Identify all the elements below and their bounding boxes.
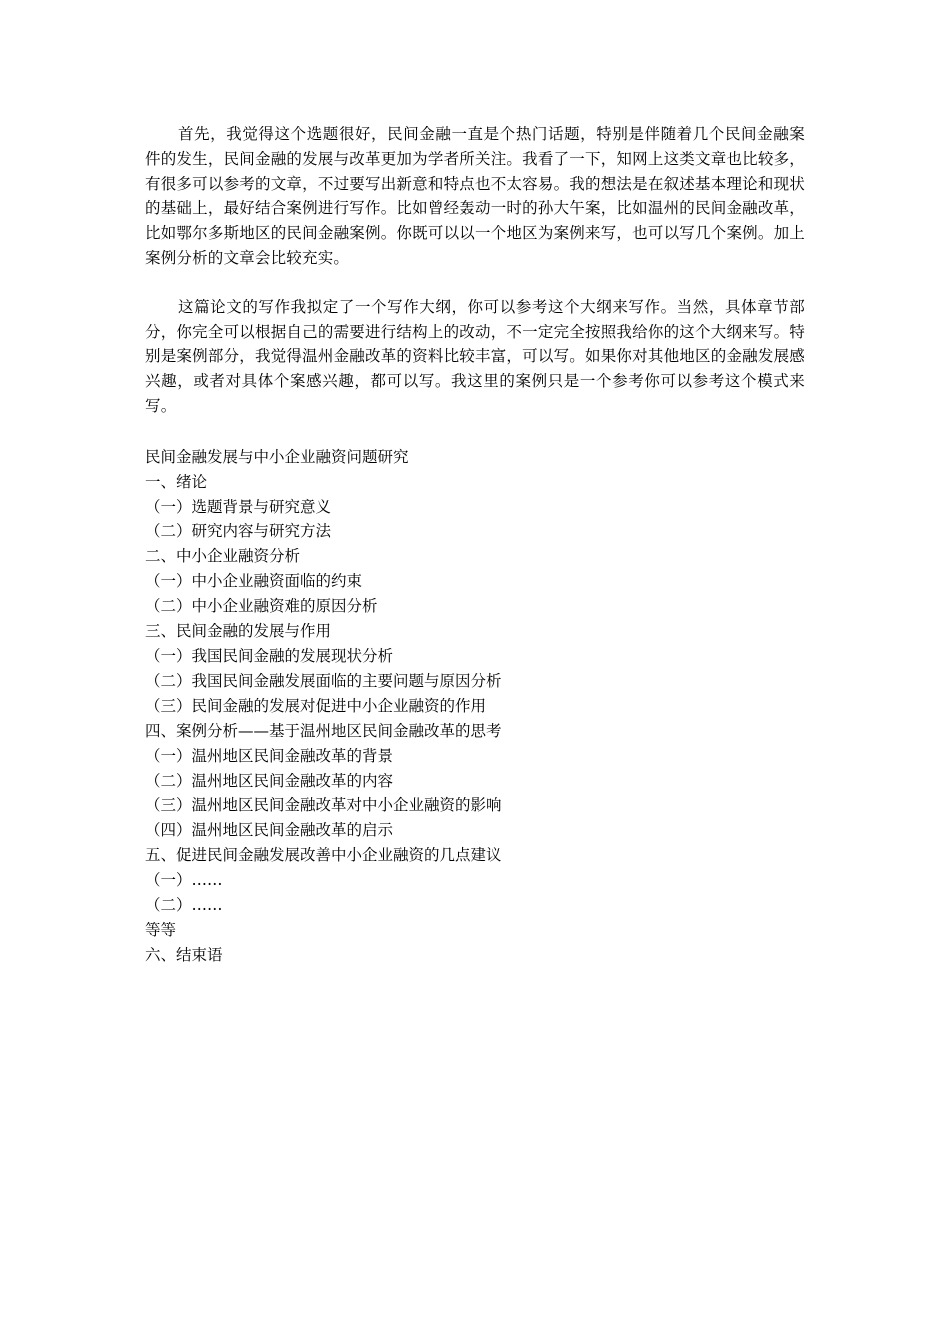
outline-line: （三）温州地区民间金融改革对中小企业融资的影响 [145, 796, 502, 815]
outline-line: （四）温州地区民间金融改革的启示 [145, 821, 394, 840]
outline-line: （一）中小企业融资面临的约束 [145, 572, 363, 591]
outline-line: （二）研究内容与研究方法 [145, 522, 332, 541]
outline-title: 民间金融发展与中小企业融资问题研究 [145, 447, 409, 466]
outline-intro-paragraph: 这篇论文的写作我拟定了一个写作大纲，你可以参考这个大纲来写作。当然，具体章节部分，你完全可以根据自己的需要进行结构上的改动，不一定完全按照我给你的这个大纲来写。特别是案例部分，我觉得温州金融改革的资料比较丰富，可以写。如果你对其他地区的金融发展感兴趣，或者对具体个案感兴趣，都可以写。我这里的案例只是一个参考你可以参考这个模式来写。 [145, 297, 805, 415]
outline-line: 二、中小企业融资分析 [145, 547, 301, 566]
outline-line: （二）中小企业融资难的原因分析 [145, 597, 378, 616]
outline-line: 三、民间金融的发展与作用 [145, 622, 332, 641]
outline-line: （二）…… [145, 896, 223, 915]
outline-line: 五、促进民间金融发展改善中小企业融资的几点建议 [145, 846, 502, 865]
outline-line: （二）我国民间金融发展面临的主要问题与原因分析 [145, 671, 502, 690]
outline-line: （一）我国民间金融的发展现状分析 [145, 647, 394, 666]
thesis-outline [145, 445, 805, 968]
outline-line: （一）…… [145, 871, 223, 890]
outline-line: 六、结束语 [145, 945, 223, 964]
outline-line: （一）选题背景与研究意义 [145, 497, 332, 516]
outline-line: 四、案例分析——基于温州地区民间金融改革的思考 [145, 721, 502, 740]
document-page [145, 122, 805, 968]
outline-line: （一）温州地区民间金融改革的背景 [145, 746, 394, 765]
intro-paragraph: 首先，我觉得这个选题很好，民间金融一直是个热门话题，特别是伴随着几个民间金融案件的发生，民间金融的发展与改革更加为学者所关注。我看了一下，知网上这类文章也比较多，有很多可以参考的文章，不过要写出新意和特点也不太容易。我的想法是在叙述基本理论和现状的基础上，最好结合案例进行写作。比如曾经轰动一时的孙大午案，比如温州的民间金融改革，比如鄂尔多斯地区的民间金融案例。你既可以以一个地区为案例来写，也可以写几个案例。加上案例分析的文章会比较充实。 [145, 125, 805, 267]
outline-line: （二）温州地区民间金融改革的内容 [145, 771, 394, 790]
outline-line: （三）民间金融的发展对促进中小企业融资的作用 [145, 696, 487, 715]
outline-line: 等等 [145, 920, 177, 939]
outline-line: 一、绪论 [145, 472, 208, 491]
